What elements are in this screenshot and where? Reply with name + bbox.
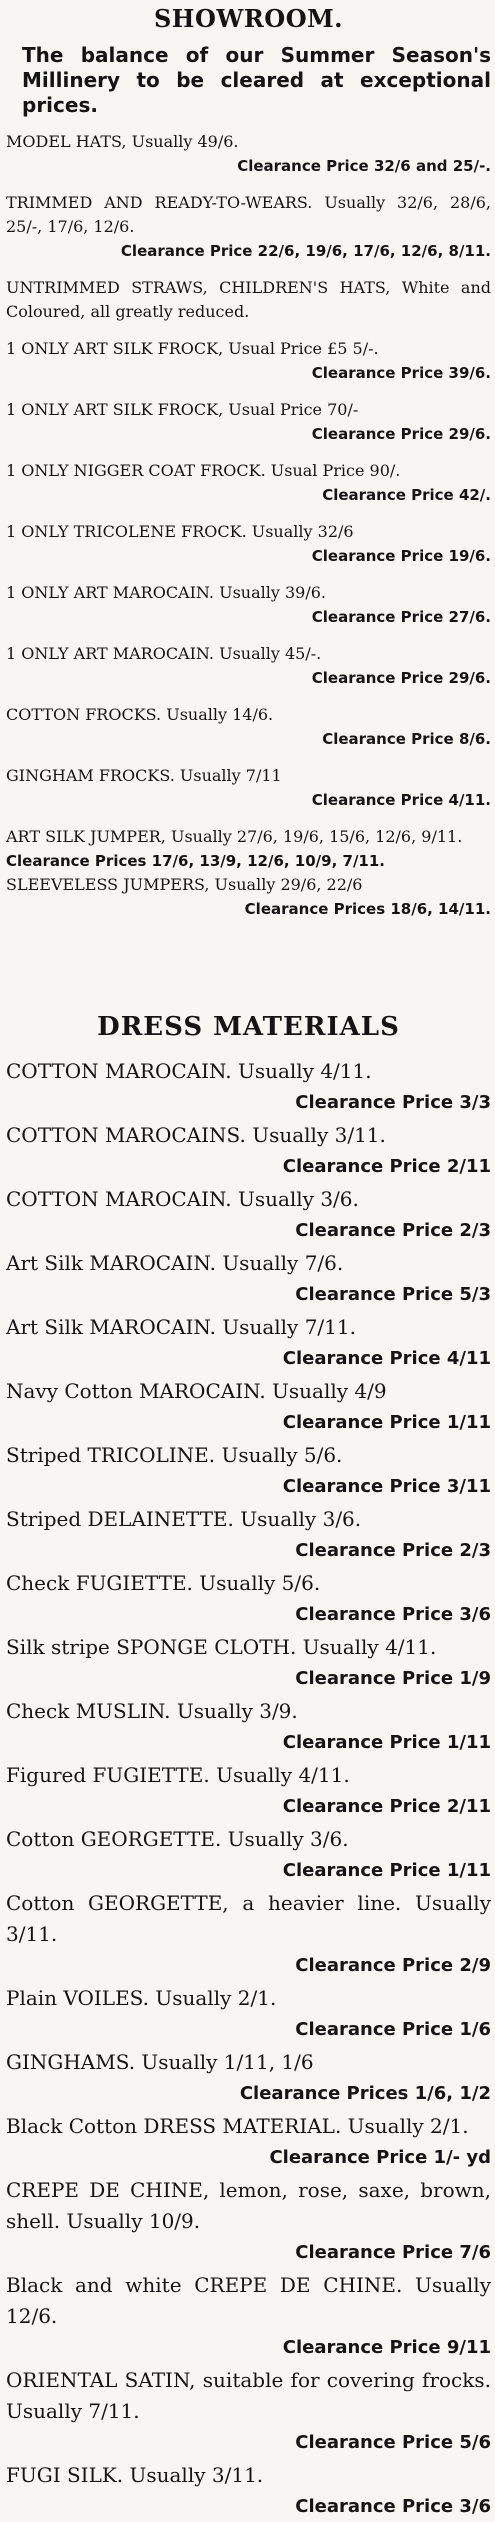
list-item [6,276,491,324]
list-item [6,703,491,751]
item-clearance-price: Clearance Price 2/11 [282,1156,491,1177]
item-description: Cotton GEORGETTE. Usually 3/6. [6,1827,349,1851]
item-description: 1 ONLY ART SILK FROCK, Usual Price £5 5/-. [6,339,379,358]
list-item [6,398,491,446]
list-item [6,2175,491,2268]
item-description: ART SILK JUMPER, Usually 27/6, 19/6, 15/6, 12/6, 9/11. [6,827,463,846]
item-description: COTTON MAROCAIN. Usually 3/6. [6,1187,359,1211]
item-clearance-price: Clearance Price 8/6. [322,730,491,748]
item-description: UNTRIMMED STRAWS, CHILDREN'S HATS, White and Coloured, all greatly reduced. [6,278,491,321]
item-clearance-price: Clearance Price 2/3 [295,1540,491,1561]
list-item [6,2460,491,2522]
item-clearance-price: Clearance Price 3/6 [295,1604,491,1625]
item-description: Black and white CREPE DE CHINE. Usually 12/6. [6,2273,491,2328]
item-clearance-price: Clearance Price 7/6 [295,2242,491,2263]
item-description: GINGHAMS. Usually 1/11, 1/6 [6,2050,314,2074]
section-spacer [6,934,491,1012]
item-description: Striped DELAINETTE. Usually 3/6. [6,1507,362,1531]
item-clearance-price: Clearance Price 1/9 [295,1668,491,1689]
item-description: Figured FUGIETTE. Usually 4/11. [6,1763,350,1787]
list-item [6,2365,491,2458]
item-clearance-price: Clearance Price 42/. [322,486,491,504]
item-description: TRIMMED AND READY-TO-WEARS. Usually 32/6, 28/6, 25/-, 17/6, 12/6. [6,193,491,236]
item-description: SLEEVELESS JUMPERS, Usually 29/6, 22/6 [6,875,363,894]
item-description: Cotton GEORGETTE, a heavier line. Usually 3/11. [6,1891,491,1946]
item-description: FUGI SILK. Usually 3/11. [6,2463,264,2487]
list-item [6,459,491,507]
list-item [6,191,491,263]
item-clearance-price: Clearance Price 5/6 [295,2432,491,2453]
list-item [6,1696,491,1758]
item-clearance-price: Clearance Price 2/9 [295,1955,491,1976]
item-clearance-price: Clearance Prices 17/6, 13/9, 12/6, 10/9, 7/11. [6,852,386,870]
item-description: ORIENTAL SATIN, suitable for covering frocks. Usually 7/11. [6,2368,491,2423]
item-clearance-price: Clearance Price 19/6. [311,547,491,565]
item-description: Check FUGIETTE. Usually 5/6. [6,1571,321,1595]
item-clearance-price: Clearance Price 5/3 [295,1284,491,1305]
list-item [6,520,491,568]
item-description: 1 ONLY TRICOLENE FROCK. Usually 32/6 [6,522,354,541]
list-item [6,1504,491,1566]
item-description: Navy Cotton MAROCAIN. Usually 4/9 [6,1379,387,1403]
item-clearance-price: Clearance Prices 18/6, 14/11. [244,900,491,918]
list-item [6,2111,491,2173]
list-item [6,1632,491,1694]
list-item [6,1120,491,1182]
item-description: Art Silk MAROCAIN. Usually 7/6. [6,1251,344,1275]
list-item [6,642,491,690]
item-description: CREPE DE CHINE, lemon, rose, saxe, brown, shell. Usually 10/9. [6,2178,491,2233]
item-clearance-price: Clearance Price 4/11. [311,791,491,809]
item-clearance-price: Clearance Price 39/6. [311,364,491,382]
item-clearance-price: Clearance Price 1/- yd [269,2147,491,2168]
item-description: COTTON MAROCAIN. Usually 4/11. [6,1059,372,1083]
item-description: COTTON FROCKS. Usually 14/6. [6,705,274,724]
dress-materials-heading: DRESS MATERIALS [97,1012,400,1042]
item-description: GINGHAM FROCKS. Usually 7/11 [6,766,282,785]
item-clearance-price: Clearance Price 1/11 [282,1860,491,1881]
list-item [6,1888,491,1981]
list-item [6,2270,491,2363]
item-description: COTTON MAROCAINS. Usually 3/11. [6,1123,386,1147]
item-description: 1 ONLY ART SILK FROCK, Usual Price 70/- [6,400,359,419]
advertisement-page [0,4,495,2517]
item-clearance-price: Clearance Price 29/6. [311,425,491,443]
item-clearance-price: Clearance Price 1/6 [295,2019,491,2040]
list-item [6,130,491,178]
showroom-heading: SHOWROOM. [153,4,344,33]
item-clearance-price: Clearance Prices 1/6, 1/2 [239,2083,491,2104]
item-clearance-price: Clearance Price 3/3 [295,1092,491,1113]
list-item [6,581,491,629]
list-item [6,1376,491,1438]
list-item [6,1440,491,1502]
list-item [6,1983,491,2045]
item-description: 1 ONLY NIGGER COAT FROCK. Usual Price 90/. [6,461,401,480]
list-item [6,825,491,873]
item-clearance-price: Clearance Price 3/6 [295,2496,491,2517]
item-description: Check MUSLIN. Usually 3/9. [6,1699,298,1723]
item-clearance-price: Clearance Price 32/6 and 25/-. [237,157,491,175]
showroom-list [6,130,491,921]
list-item [6,337,491,385]
item-clearance-price: Clearance Price 4/11 [282,1348,491,1369]
item-clearance-price: Clearance Price 2/11 [282,1796,491,1817]
item-description: Black Cotton DRESS MATERIAL. Usually 2/1. [6,2114,469,2138]
list-item [6,873,491,921]
showroom-intro: The balance of our Summer Season's Millinery to be cleared at exceptional prices. [22,43,491,117]
list-item [6,1568,491,1630]
item-clearance-price: Clearance Price 3/11 [282,1476,491,1497]
item-description: MODEL HATS, Usually 49/6. [6,132,239,151]
item-clearance-price: Clearance Price 9/11 [282,2337,491,2358]
list-item [6,1248,491,1310]
item-clearance-price: Clearance Price 29/6. [311,669,491,687]
item-clearance-price: Clearance Price 1/11 [282,1412,491,1433]
list-item [6,1184,491,1246]
item-description: Striped TRICOLINE. Usually 5/6. [6,1443,343,1467]
item-description: Art Silk MAROCAIN. Usually 7/11. [6,1315,356,1339]
item-clearance-price: Clearance Price 2/3 [295,1220,491,1241]
list-item [6,1056,491,1118]
item-description: Plain VOILES. Usually 2/1. [6,1986,277,2010]
item-description: 1 ONLY ART MAROCAIN. Usually 45/-. [6,644,322,663]
item-clearance-price: Clearance Price 27/6. [311,608,491,626]
item-clearance-price: Clearance Price 22/6, 19/6, 17/6, 12/6, 8/11. [120,242,491,260]
list-item [6,764,491,812]
item-clearance-price: Clearance Price 1/11 [282,1732,491,1753]
list-item [6,1824,491,1886]
list-item [6,2047,491,2109]
materials-list [6,1056,491,2522]
list-item [6,1760,491,1822]
list-item [6,1312,491,1374]
item-description: Silk stripe SPONGE CLOTH. Usually 4/11. [6,1635,437,1659]
item-description: 1 ONLY ART MAROCAIN. Usually 39/6. [6,583,326,602]
